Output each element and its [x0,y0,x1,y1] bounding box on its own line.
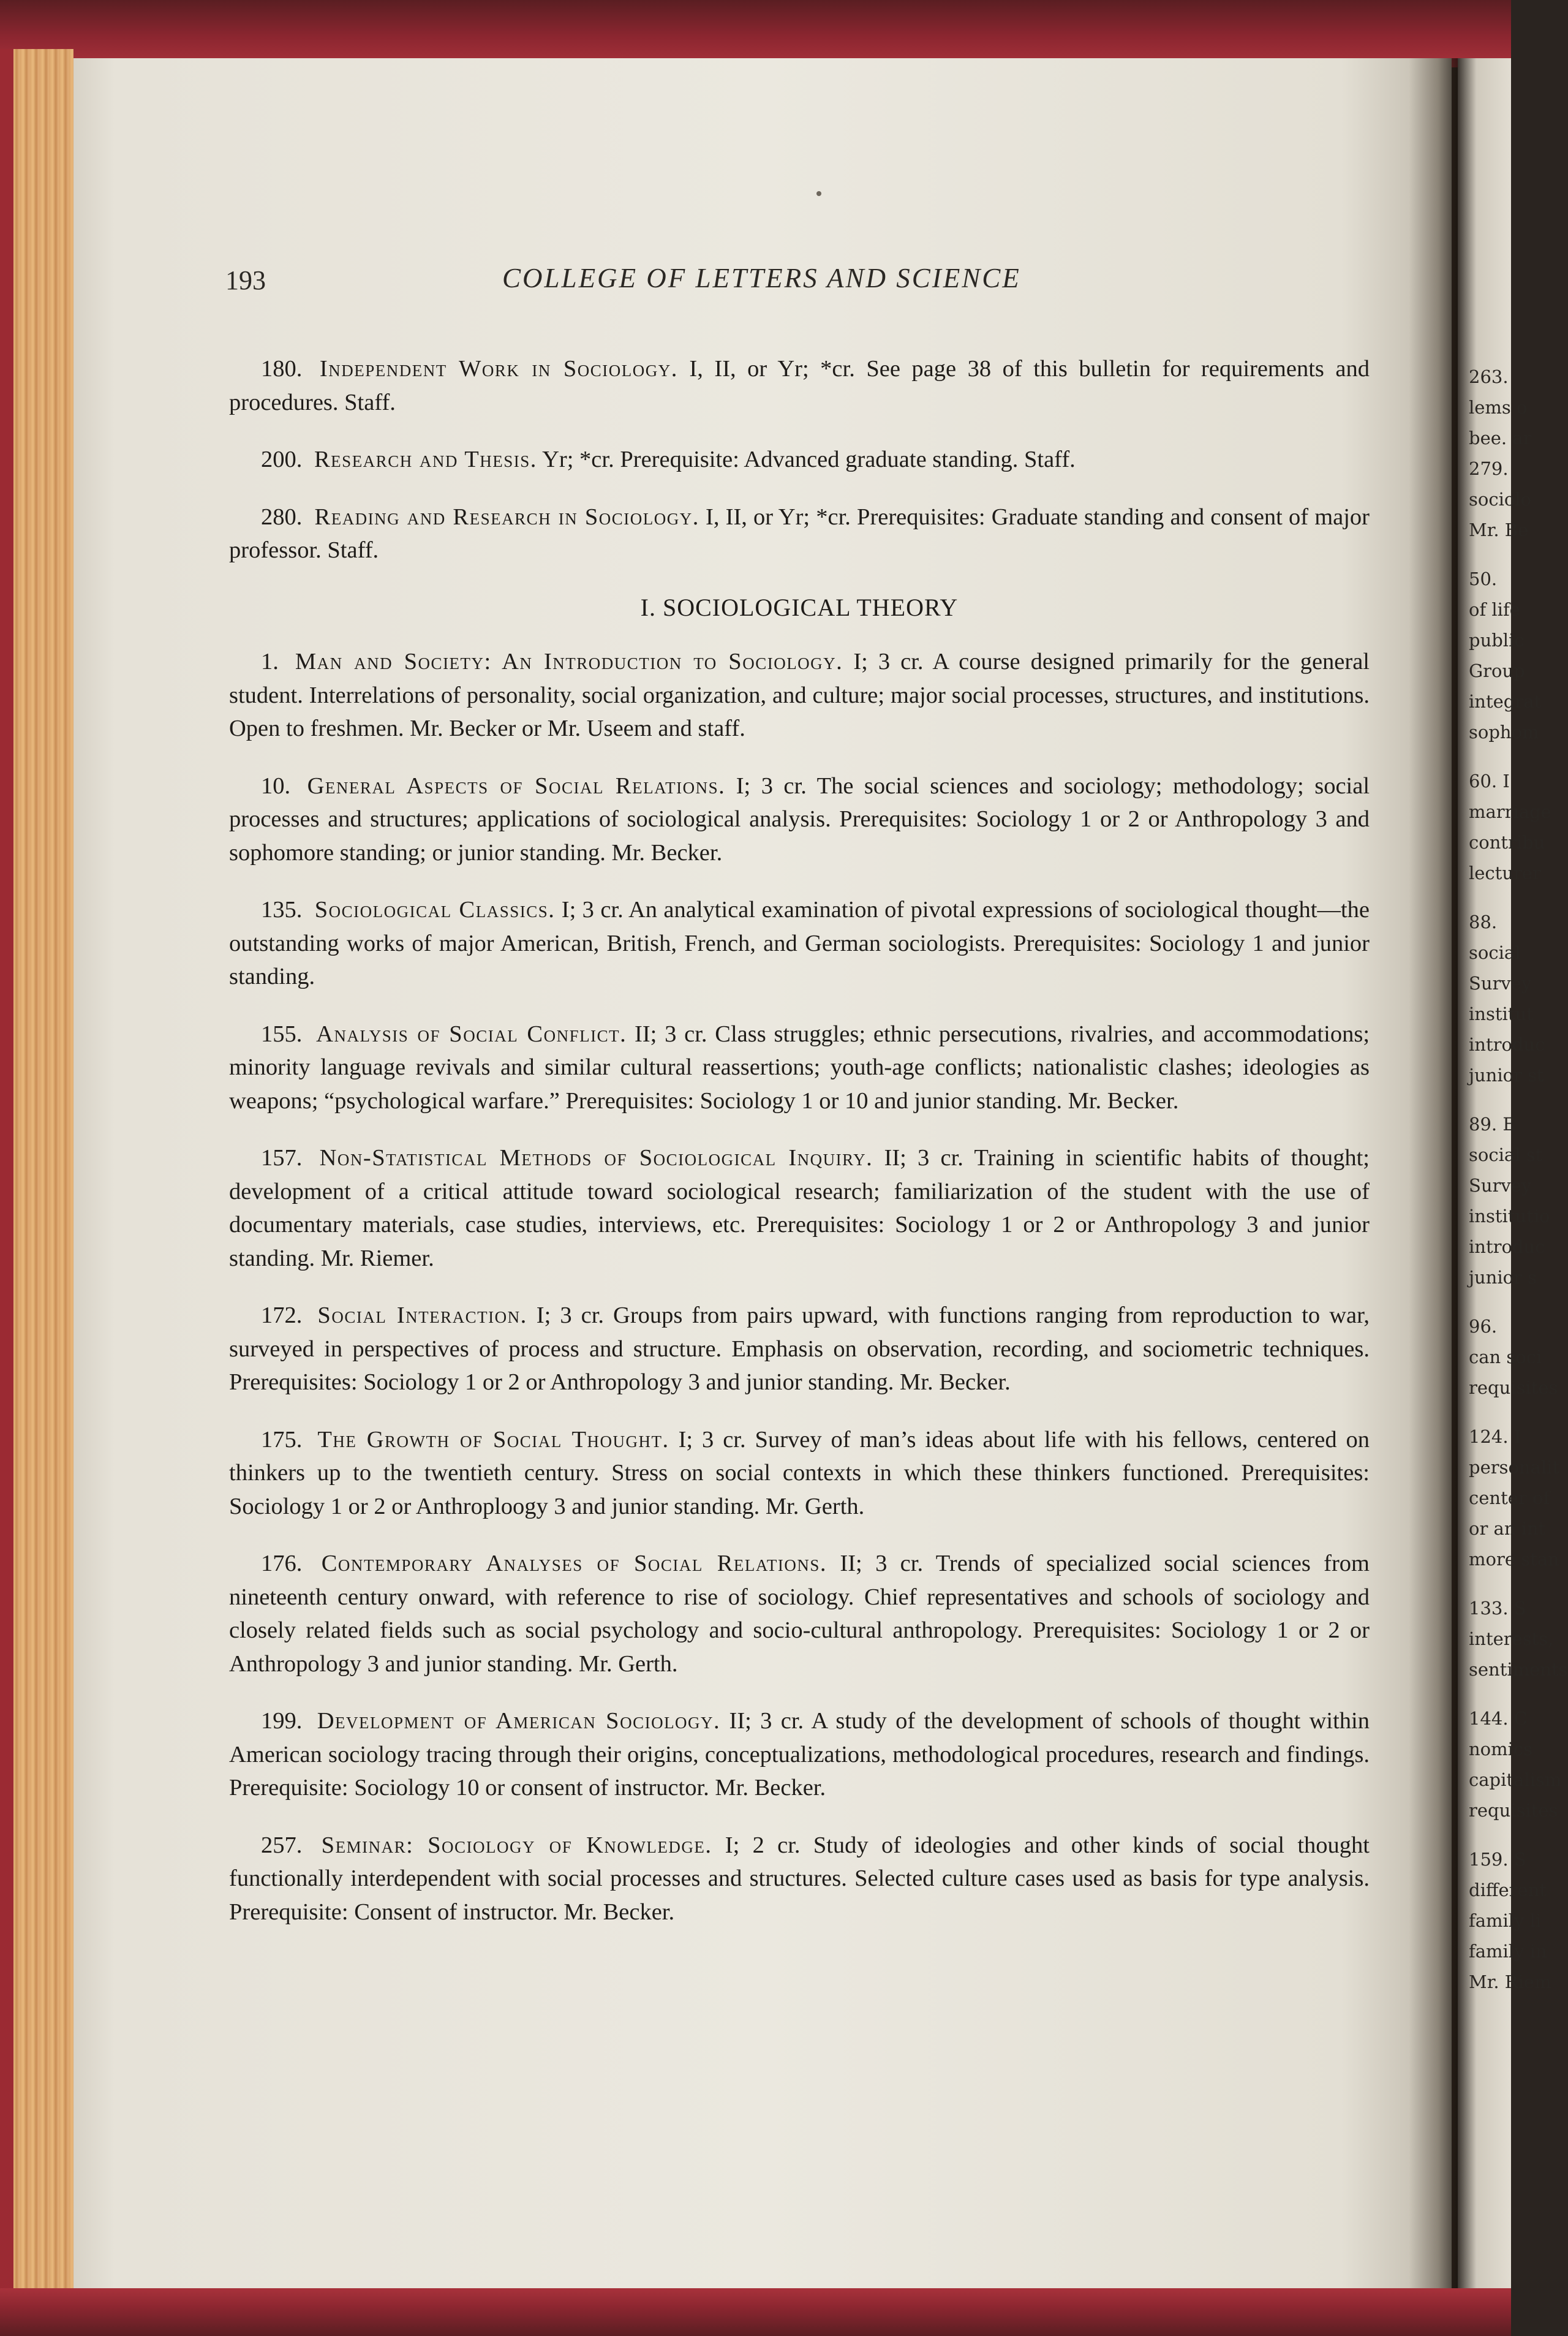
facing-page-fragment: introduc [1469,1236,1545,1257]
facing-page-fragment: public [1469,630,1525,651]
facing-page-fragment: marriage [1469,801,1551,822]
course-description: II; 3 cr. A study of the development of schools of thought within American sociology tracing through their origins, conceptualizations, methodological procedures, research and findings. Prerequisite: Sociology 10 or consent of instructor. Mr. Becker. [229,1708,1370,1801]
course-number: 176. [261,1551,303,1576]
facing-page-gap [1469,888,1511,907]
facing-page-fragment: 124. I [1469,1426,1521,1447]
course-title: Contemporary Analyses of Social Relations. [321,1551,827,1576]
facing-page-fragment: junior s [1469,1267,1537,1288]
course-title: Research and Thesis. [314,447,537,472]
facing-page-fragment: can soci [1469,1347,1542,1367]
facing-page-fragment: bee. ar [1469,428,1532,448]
facing-page-gap [1469,545,1511,564]
course-number: 257. [261,1832,303,1858]
course-entry [229,501,1370,567]
course-title: The Growth of Social Thought. [317,1426,669,1453]
course-number: 180. [261,356,303,382]
facing-page-fragment: introduc [1469,1034,1545,1055]
course-title: Analysis of Social Conflict. [316,1021,627,1047]
facing-page-fragment: 96. [1469,1316,1498,1337]
facing-page-fragment: family in [1469,1941,1547,1962]
facing-page-gap [1469,1091,1511,1109]
facing-page-fragment: Survey [1469,973,1532,994]
facing-page-gap [1469,1403,1511,1421]
course-number: 135. [261,897,303,923]
facing-page-fragment: sociolo [1469,489,1532,510]
facing-page-fragment: lecturer [1469,863,1541,883]
facing-page-text [1469,361,1568,2107]
facing-page-fragment: Mr. Riem [1469,1971,1551,1992]
course-entry [229,1423,1370,1524]
course-entry [229,1829,1370,1929]
course-title: Social Interaction. [317,1302,527,1328]
course-description: I; 2 cr. Study of ideologies and other kinds of social thought functionally interdependent with social processes and structures. Selected culture cases used as basis for type analysis. Prerequisite: Consent of instructor. Mr. Becker. [229,1832,1370,1925]
course-entry [229,352,1370,419]
course-entry [229,893,1370,994]
facing-page-fragment: 144. C [1469,1708,1528,1729]
course-description: I; 3 cr. An analytical examination of pivotal expressions of sociological thought—the outstanding works of major American, British, French, and German sociologists. Prerequisites: Sociology 1 and junior standing. [229,897,1370,989]
course-description: I; 3 cr. The social sciences and sociology; methodology; social processes and structures; applications of sociological analysis. Prerequisites: Sociology 1 or 2 or Anthropology 3 and sophomore standing; or junior standing. Mr. Becker. [229,773,1370,866]
course-description: Yr; *cr. Prerequisite: Advanced graduate standing. Staff. [542,447,1076,472]
facing-page-fragment: Group [1469,660,1525,681]
page-gutter-shadow [1409,58,1458,2294]
facing-page-fragment: center of [1469,1487,1550,1508]
facing-page-fragment: different [1469,1880,1547,1900]
facing-page-fragment: family li [1469,1910,1542,1931]
course-title: Man and Society: An Introduction to Sociology. [295,649,843,675]
facing-page-fragment: requisites [1469,1377,1558,1398]
course-description: II; 3 cr. Class struggles; ethnic persecutions, rivalries, and accommodations; minority language revivals and similar cultural reassertions; youth-age conflicts; nationalistic clashes; ideologies as weapons; “psychological warfare.” Prerequisites: Sociology 1 or 10 and junior standing. Mr. Becker. [229,1021,1370,1114]
course-description: I; 3 cr. Groups from pairs upward, with functions ranging from reproduction to war, surveyed in perspectives of process and structure. Emphasis on observation, recording, and sociometric techniques. Prerequisites: Sociology 1 or 2 or Anthropology 3 and junior standing. Mr. Becker. [229,1302,1370,1395]
course-description: II; 3 cr. Trends of specialized social sciences from nineteenth century onward, with reference to rise of sociology. Chief representatives and schools of sociology and closely related fields such as social psychology and socio-cultural anthropology. Prerequisites: Sociology 1 or 2 or Anthropology 3 and junior standing. Mr. Gerth. [229,1551,1370,1677]
course-title: Independent Work in Sociology. [319,356,678,382]
running-title: COLLEGE OF LETTERS AND SCIENCE [502,263,1021,293]
facing-page-fragment: 89. E [1469,1114,1516,1135]
course-entry [229,443,1370,477]
facing-page-fragment: nomics [1469,1739,1533,1760]
course-entry [229,645,1370,746]
course-title: Sociological Classics. [314,897,556,923]
facing-page-gap [1469,1685,1511,1703]
course-title: Non-Statistical Methods of Sociological Inquiry. [319,1145,873,1171]
course-number: 155. [261,1021,303,1047]
facing-page-fragment: junior st [1469,1065,1544,1086]
section-heading: I. SOCIOLOGICAL THEORY [640,593,959,621]
course-entry [229,1299,1370,1399]
binding-cloth-bottom [0,2288,1511,2336]
facing-page-fragment: 133. S [1469,1598,1526,1619]
course-number: 157. [261,1145,303,1171]
course-description: I, II, or Yr; *cr. See page 38 of this bulletin for requirements and procedures. Staff. [229,356,1370,415]
course-number: 10. [261,773,291,799]
facing-page-gap [1469,1293,1511,1311]
course-entry [229,1018,1370,1118]
facing-page-fragment: capitalism [1469,1769,1562,1790]
facing-page-fragment: interests, [1469,1628,1554,1649]
intro-entries [229,352,1370,567]
facing-page-fragment: 60. I [1469,771,1510,792]
binding-cloth-left [0,49,13,2304]
course-entry [229,1704,1370,1805]
facing-page-gap [1469,1826,1511,1844]
facing-page-fragment: 159. S [1469,1849,1526,1870]
course-number: 280. [261,504,303,530]
course-description: I; 3 cr. Survey of man’s ideas about life with his fellows, centered on thinkers up to the twentieth century. Stress on social contexts in which these thinkers functioned. Prerequisites: Sociology 1 or 2 or Anthroploogy 3 and junior standing. Mr. Gerth. [229,1426,1370,1519]
facing-page-fragment: contribu [1469,832,1545,853]
facing-page-fragment: integrat [1469,691,1542,712]
course-title: Reading and Research in Sociology. [314,504,699,530]
facing-page-fragment: 50. [1469,569,1498,589]
course-title: Development of American Sociology. [317,1708,721,1734]
course-number: 200. [261,447,303,472]
facing-page-fragment: of life [1469,599,1520,620]
facing-page-fragment: more stan [1469,1549,1559,1570]
facing-page-fragment: 279. [1469,458,1509,479]
course-number: 172. [261,1302,303,1328]
course-title: General Aspects of Social Relations. [307,773,726,799]
printing-dot [816,191,821,196]
course-description: II; 3 cr. Training in scientific habits of thought; development of a critical attitude toward sociological research; familiarization of the student with the use of documentary materials, case studies, interviews, etc. Prerequisites: Sociology 1 or 2 or Anthropology 3 and junior standing. Mr. Riemer. [229,1145,1370,1271]
text-column [229,352,1370,1952]
facing-page-fragment: social st [1469,1144,1543,1165]
course-entry [229,769,1370,870]
facing-page-fragment: Survey [1469,1175,1532,1196]
course-number: 199. [261,1708,303,1734]
course-title: Seminar: Sociology of Knowledge. [321,1832,712,1858]
facing-page-fragment: 263. [1469,366,1509,387]
facing-page-fragment: or an int [1469,1518,1546,1539]
facing-page-fragment: sentiments [1469,1659,1568,1680]
page-number: 193 [225,265,266,295]
facing-page-fragment: social [1469,942,1521,963]
facing-page-gap [1469,747,1511,766]
facing-page-fragment: personalit [1469,1457,1560,1478]
course-description: I; 3 cr. A course designed primarily for the general student. Interrelations of personality, social organization, and culture; major social processes, structures, and institutions. Open to freshmen. Mr. Becker or Mr. Useem and staff. [229,649,1370,741]
facing-page-fragment: sophom [1469,722,1539,743]
course-description: I, II, or Yr; *cr. Prerequisites: Graduate standing and consent of major professor. Staff. [229,504,1370,563]
course-number: 1. [261,649,279,675]
course-entry [229,1141,1370,1275]
facing-page-fragment: 88. [1469,912,1498,932]
binding-cloth-top [0,0,1511,67]
facing-page-fragment: requisites [1469,1800,1558,1821]
course-entry [229,1547,1370,1680]
facing-page-fragment: institutio [1469,1206,1550,1227]
facing-page-fragment: lems o [1469,397,1528,418]
facing-page-fragment: Mr. Be [1469,520,1529,540]
course-number: 175. [261,1426,303,1453]
course-list [229,645,1370,1929]
facing-page-gap [1469,1574,1511,1593]
facing-page-fragment: institut [1469,1004,1534,1024]
